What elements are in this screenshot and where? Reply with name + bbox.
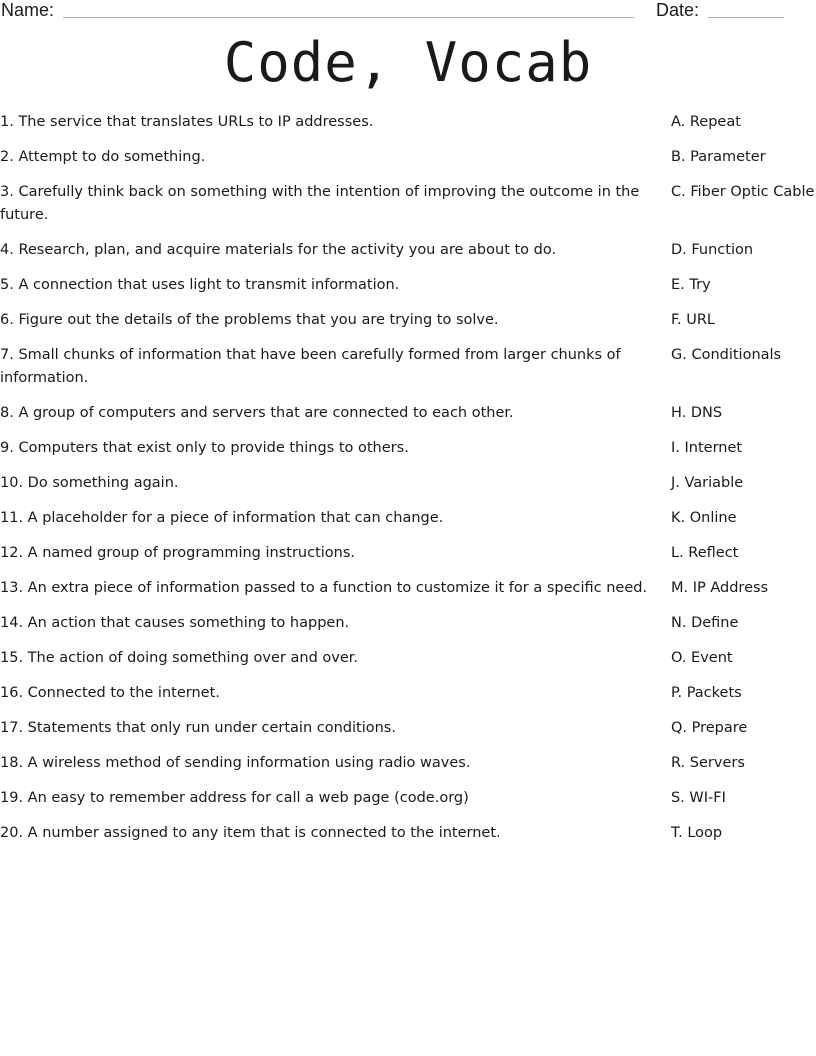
name-label: Name: — [1, 0, 55, 20]
date-label: Date: — [656, 0, 700, 20]
clue-text: 20. A number assigned to any item that is connected to the internet. — [0, 825, 501, 841]
worksheet-header — [0, 0, 816, 22]
matching-row — [0, 239, 816, 274]
matching-row — [0, 542, 816, 577]
worksheet-title: Code, Vocab — [223, 31, 593, 94]
clue-text: 13. An extra piece of information passed to a function to customize it for a specific need. — [0, 580, 648, 596]
answer-choice: R. Servers — [671, 755, 745, 771]
clue-text: 1. The service that translates URLs to IP addresses. — [0, 114, 374, 130]
matching-row — [0, 344, 816, 402]
matching-row — [0, 752, 816, 787]
matching-row — [0, 472, 816, 507]
answer-choice: S. WI-FI — [671, 790, 726, 806]
clue-text: 10. Do something again. — [0, 475, 179, 491]
answer-choice: B. Parameter — [671, 149, 766, 165]
date-blank-line — [708, 17, 784, 18]
clue-text: 5. A connection that uses light to transmit information. — [0, 277, 400, 293]
clue-text: 11. A placeholder for a piece of information that can change. — [0, 510, 444, 526]
clue-text: 19. An easy to remember address for call a web page (code.org) — [0, 790, 469, 806]
answer-choice: E. Try — [671, 277, 711, 293]
clue-text: 6. Figure out the details of the problems that you are trying to solve. — [0, 312, 499, 328]
matching-row — [0, 507, 816, 542]
clue-text: 2. Attempt to do something. — [0, 149, 206, 165]
answer-choice: F. URL — [671, 312, 715, 328]
matching-list — [0, 111, 816, 857]
answer-choice: D. Function — [671, 242, 754, 258]
matching-row — [0, 402, 816, 437]
matching-row — [0, 111, 816, 146]
answer-choice: J. Variable — [671, 475, 744, 491]
matching-row — [0, 682, 816, 717]
matching-row — [0, 577, 816, 612]
answer-choice: P. Packets — [671, 685, 742, 701]
matching-row — [0, 181, 816, 239]
answer-choice: M. IP Address — [671, 580, 769, 596]
answer-choice: L. Reflect — [671, 545, 739, 561]
matching-row — [0, 717, 816, 752]
matching-row — [0, 647, 816, 682]
answer-choice: N. Define — [671, 615, 739, 631]
matching-row — [0, 146, 816, 181]
clue-text: 7. Small chunks of information that have been carefully formed from larger chunks of information. — [0, 347, 621, 386]
matching-row — [0, 612, 816, 647]
answer-choice: O. Event — [671, 650, 733, 666]
clue-text: 4. Research, plan, and acquire materials for the activity you are about to do. — [0, 242, 557, 258]
clue-text: 3. Carefully think back on something with the intention of improving the outcome in the future. — [0, 184, 640, 223]
matching-row — [0, 822, 816, 857]
clue-text: 18. A wireless method of sending information using radio waves. — [0, 755, 471, 771]
answer-choice: Q. Prepare — [671, 720, 748, 736]
answer-choice: T. Loop — [671, 825, 723, 841]
clue-text: 16. Connected to the internet. — [0, 685, 220, 701]
name-blank-line — [63, 17, 634, 18]
clue-text: 9. Computers that exist only to provide things to others. — [0, 440, 409, 456]
matching-row — [0, 309, 816, 344]
answer-choice: A. Repeat — [671, 114, 741, 130]
answer-choice: I. Internet — [671, 440, 743, 456]
clue-text: 8. A group of computers and servers that are connected to each other. — [0, 405, 514, 421]
clue-text: 12. A named group of programming instructions. — [0, 545, 356, 561]
matching-row — [0, 787, 816, 822]
answer-choice: K. Online — [671, 510, 737, 526]
clue-text: 14. An action that causes something to happen. — [0, 615, 350, 631]
answer-choice: G. Conditionals — [671, 347, 782, 363]
answer-choice: H. DNS — [671, 405, 723, 421]
matching-row — [0, 437, 816, 472]
clue-text: 17. Statements that only run under certain conditions. — [0, 720, 396, 736]
clue-text: 15. The action of doing something over and over. — [0, 650, 359, 666]
answer-choice: C. Fiber Optic Cable — [671, 184, 815, 200]
matching-row — [0, 274, 816, 309]
